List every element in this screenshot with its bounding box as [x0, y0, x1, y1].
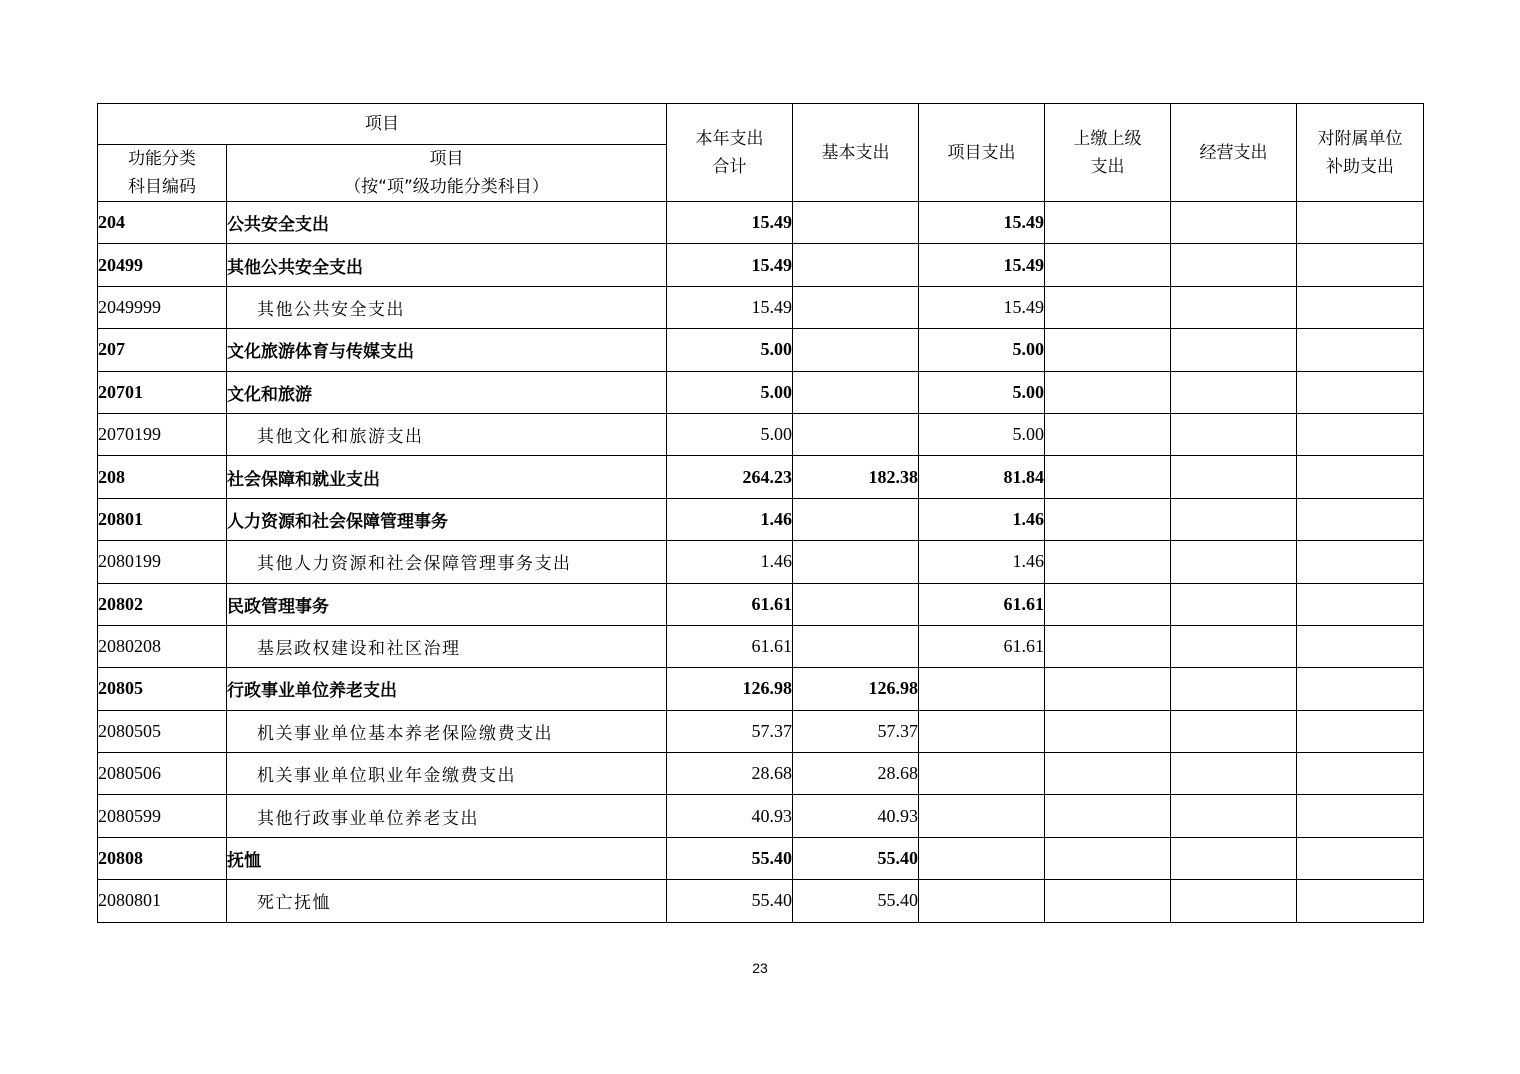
cell-operating: [1171, 668, 1297, 710]
cell-operating: [1171, 286, 1297, 328]
header-affiliate-line1: 对附属单位: [1317, 128, 1403, 149]
header-code-line1: 功能分类: [128, 149, 196, 169]
cell-code: 20808: [98, 837, 227, 879]
cell-basic: [793, 625, 919, 667]
table-row: [98, 795, 1424, 837]
cell-affiliate: [1297, 837, 1424, 879]
cell-item-name: 文化旅游体育与传媒支出: [227, 329, 667, 371]
cell-code: 207: [98, 329, 227, 371]
cell-code: 208: [98, 456, 227, 498]
cell-basic: [793, 202, 919, 244]
cell-affiliate: [1297, 880, 1424, 922]
cell-operating: [1171, 583, 1297, 625]
page-number: 23: [752, 960, 768, 976]
expenditure-table: [97, 103, 1424, 923]
cell-operating: [1171, 541, 1297, 583]
cell-project: 61.61: [919, 625, 1045, 667]
cell-item-name: 基层政权建设和社区治理: [227, 625, 667, 667]
cell-upper: [1045, 244, 1171, 286]
header-project-exp: 项目支出: [919, 104, 1045, 202]
cell-project: 15.49: [919, 286, 1045, 328]
cell-basic: 126.98: [793, 668, 919, 710]
cell-total: 61.61: [667, 583, 793, 625]
cell-item-name: 行政事业单位养老支出: [227, 668, 667, 710]
header-code-line2: 科目编码: [128, 177, 196, 197]
cell-upper: [1045, 837, 1171, 879]
cell-item-name: 人力资源和社会保障管理事务: [227, 498, 667, 540]
cell-total: 15.49: [667, 202, 793, 244]
table-row: [98, 753, 1424, 795]
cell-operating: [1171, 710, 1297, 752]
cell-project: 15.49: [919, 202, 1045, 244]
cell-affiliate: [1297, 498, 1424, 540]
cell-affiliate: [1297, 456, 1424, 498]
cell-project: 5.00: [919, 413, 1045, 455]
cell-operating: [1171, 202, 1297, 244]
cell-upper: [1045, 795, 1171, 837]
cell-operating: [1171, 753, 1297, 795]
table-row: [98, 625, 1424, 667]
header-item-line2: （按“项”级功能分类科目）: [344, 177, 549, 197]
cell-item-name: 其他人力资源和社会保障管理事务支出: [227, 541, 667, 583]
cell-upper: [1045, 583, 1171, 625]
cell-project: 15.49: [919, 244, 1045, 286]
table-row: [98, 837, 1424, 879]
cell-affiliate: [1297, 371, 1424, 413]
table-row: [98, 668, 1424, 710]
cell-operating: [1171, 837, 1297, 879]
cell-total: 1.46: [667, 541, 793, 583]
cell-basic: 55.40: [793, 837, 919, 879]
table-row: [98, 244, 1424, 286]
cell-code: 20801: [98, 498, 227, 540]
table-row: [98, 880, 1424, 922]
cell-operating: [1171, 795, 1297, 837]
expenditure-table-container: [97, 103, 1424, 923]
header-total-line2: 合计: [712, 156, 747, 177]
cell-project: [919, 880, 1045, 922]
cell-affiliate: [1297, 668, 1424, 710]
cell-code: 20805: [98, 668, 227, 710]
header-total: [667, 104, 793, 202]
cell-total: 40.93: [667, 795, 793, 837]
cell-total: 5.00: [667, 329, 793, 371]
cell-code: 2080506: [98, 753, 227, 795]
cell-affiliate: [1297, 710, 1424, 752]
table-row: [98, 541, 1424, 583]
cell-operating: [1171, 456, 1297, 498]
cell-item-name: 公共安全支出: [227, 202, 667, 244]
cell-upper: [1045, 202, 1171, 244]
cell-total: 57.37: [667, 710, 793, 752]
cell-total: 15.49: [667, 286, 793, 328]
cell-item-name: 其他公共安全支出: [227, 286, 667, 328]
header-upper-line1: 上缴上级: [1073, 128, 1142, 149]
header-operating: 经营支出: [1171, 104, 1297, 202]
cell-total: 15.49: [667, 244, 793, 286]
cell-basic: [793, 329, 919, 371]
cell-affiliate: [1297, 625, 1424, 667]
table-row: [98, 413, 1424, 455]
cell-affiliate: [1297, 329, 1424, 371]
header-item: [227, 145, 667, 202]
cell-upper: [1045, 371, 1171, 413]
cell-code: 2080801: [98, 880, 227, 922]
cell-affiliate: [1297, 202, 1424, 244]
cell-affiliate: [1297, 244, 1424, 286]
table-row: [98, 286, 1424, 328]
cell-upper: [1045, 880, 1171, 922]
cell-affiliate: [1297, 413, 1424, 455]
cell-total: 5.00: [667, 413, 793, 455]
cell-upper: [1045, 753, 1171, 795]
cell-basic: 182.38: [793, 456, 919, 498]
cell-total: 28.68: [667, 753, 793, 795]
header-basic: 基本支出: [793, 104, 919, 202]
cell-basic: [793, 541, 919, 583]
cell-project: [919, 668, 1045, 710]
cell-upper: [1045, 456, 1171, 498]
cell-basic: [793, 583, 919, 625]
cell-upper: [1045, 413, 1171, 455]
cell-total: 126.98: [667, 668, 793, 710]
cell-total: 61.61: [667, 625, 793, 667]
cell-basic: [793, 371, 919, 413]
cell-basic: 40.93: [793, 795, 919, 837]
header-upper: [1045, 104, 1171, 202]
cell-code: 2080505: [98, 710, 227, 752]
cell-upper: [1045, 286, 1171, 328]
cell-project: 1.46: [919, 541, 1045, 583]
cell-project: 5.00: [919, 329, 1045, 371]
table-row: [98, 202, 1424, 244]
cell-project: [919, 710, 1045, 752]
cell-code: 2070199: [98, 413, 227, 455]
table-row: [98, 710, 1424, 752]
cell-code: 204: [98, 202, 227, 244]
cell-code: 20701: [98, 371, 227, 413]
table-row: [98, 371, 1424, 413]
cell-project: 81.84: [919, 456, 1045, 498]
header-project: 项目: [98, 104, 667, 145]
cell-upper: [1045, 498, 1171, 540]
cell-project: [919, 795, 1045, 837]
table-body: [98, 202, 1424, 923]
header-code: [98, 145, 227, 202]
cell-basic: [793, 498, 919, 540]
table-row: [98, 498, 1424, 540]
cell-affiliate: [1297, 286, 1424, 328]
cell-item-name: 其他行政事业单位养老支出: [227, 795, 667, 837]
cell-total: 55.40: [667, 880, 793, 922]
cell-operating: [1171, 244, 1297, 286]
cell-upper: [1045, 668, 1171, 710]
cell-item-name: 抚恤: [227, 837, 667, 879]
cell-operating: [1171, 880, 1297, 922]
cell-item-name: 其他文化和旅游支出: [227, 413, 667, 455]
cell-code: 2049999: [98, 286, 227, 328]
cell-total: 5.00: [667, 371, 793, 413]
header-total-line1: 本年支出: [695, 128, 764, 149]
header-affiliate: [1297, 104, 1424, 202]
cell-basic: [793, 286, 919, 328]
cell-affiliate: [1297, 795, 1424, 837]
table-header: [98, 104, 1424, 202]
cell-code: 20499: [98, 244, 227, 286]
cell-affiliate: [1297, 753, 1424, 795]
cell-code: 2080599: [98, 795, 227, 837]
cell-basic: [793, 413, 919, 455]
cell-item-name: 死亡抚恤: [227, 880, 667, 922]
cell-code: 20802: [98, 583, 227, 625]
cell-affiliate: [1297, 583, 1424, 625]
cell-upper: [1045, 541, 1171, 583]
cell-total: 264.23: [667, 456, 793, 498]
table-row: [98, 329, 1424, 371]
cell-basic: 28.68: [793, 753, 919, 795]
cell-operating: [1171, 625, 1297, 667]
cell-operating: [1171, 329, 1297, 371]
cell-project: 5.00: [919, 371, 1045, 413]
cell-item-name: 民政管理事务: [227, 583, 667, 625]
cell-item-name: 社会保障和就业支出: [227, 456, 667, 498]
cell-total: 1.46: [667, 498, 793, 540]
cell-project: 61.61: [919, 583, 1045, 625]
cell-upper: [1045, 710, 1171, 752]
cell-upper: [1045, 625, 1171, 667]
cell-operating: [1171, 498, 1297, 540]
cell-basic: 55.40: [793, 880, 919, 922]
cell-item-name: 机关事业单位职业年金缴费支出: [227, 753, 667, 795]
cell-operating: [1171, 413, 1297, 455]
cell-item-name: 文化和旅游: [227, 371, 667, 413]
cell-item-name: 其他公共安全支出: [227, 244, 667, 286]
cell-project: [919, 753, 1045, 795]
header-upper-line2: 支出: [1090, 156, 1125, 177]
cell-basic: 57.37: [793, 710, 919, 752]
header-affiliate-line2: 补助支出: [1326, 156, 1394, 177]
cell-affiliate: [1297, 541, 1424, 583]
cell-item-name: 机关事业单位基本养老保险缴费支出: [227, 710, 667, 752]
cell-code: 2080208: [98, 625, 227, 667]
cell-total: 55.40: [667, 837, 793, 879]
cell-basic: [793, 244, 919, 286]
cell-code: 2080199: [98, 541, 227, 583]
table-row: [98, 583, 1424, 625]
header-item-line1: 项目: [429, 149, 464, 169]
cell-operating: [1171, 371, 1297, 413]
table-row: [98, 456, 1424, 498]
cell-project: 1.46: [919, 498, 1045, 540]
cell-project: [919, 837, 1045, 879]
cell-upper: [1045, 329, 1171, 371]
